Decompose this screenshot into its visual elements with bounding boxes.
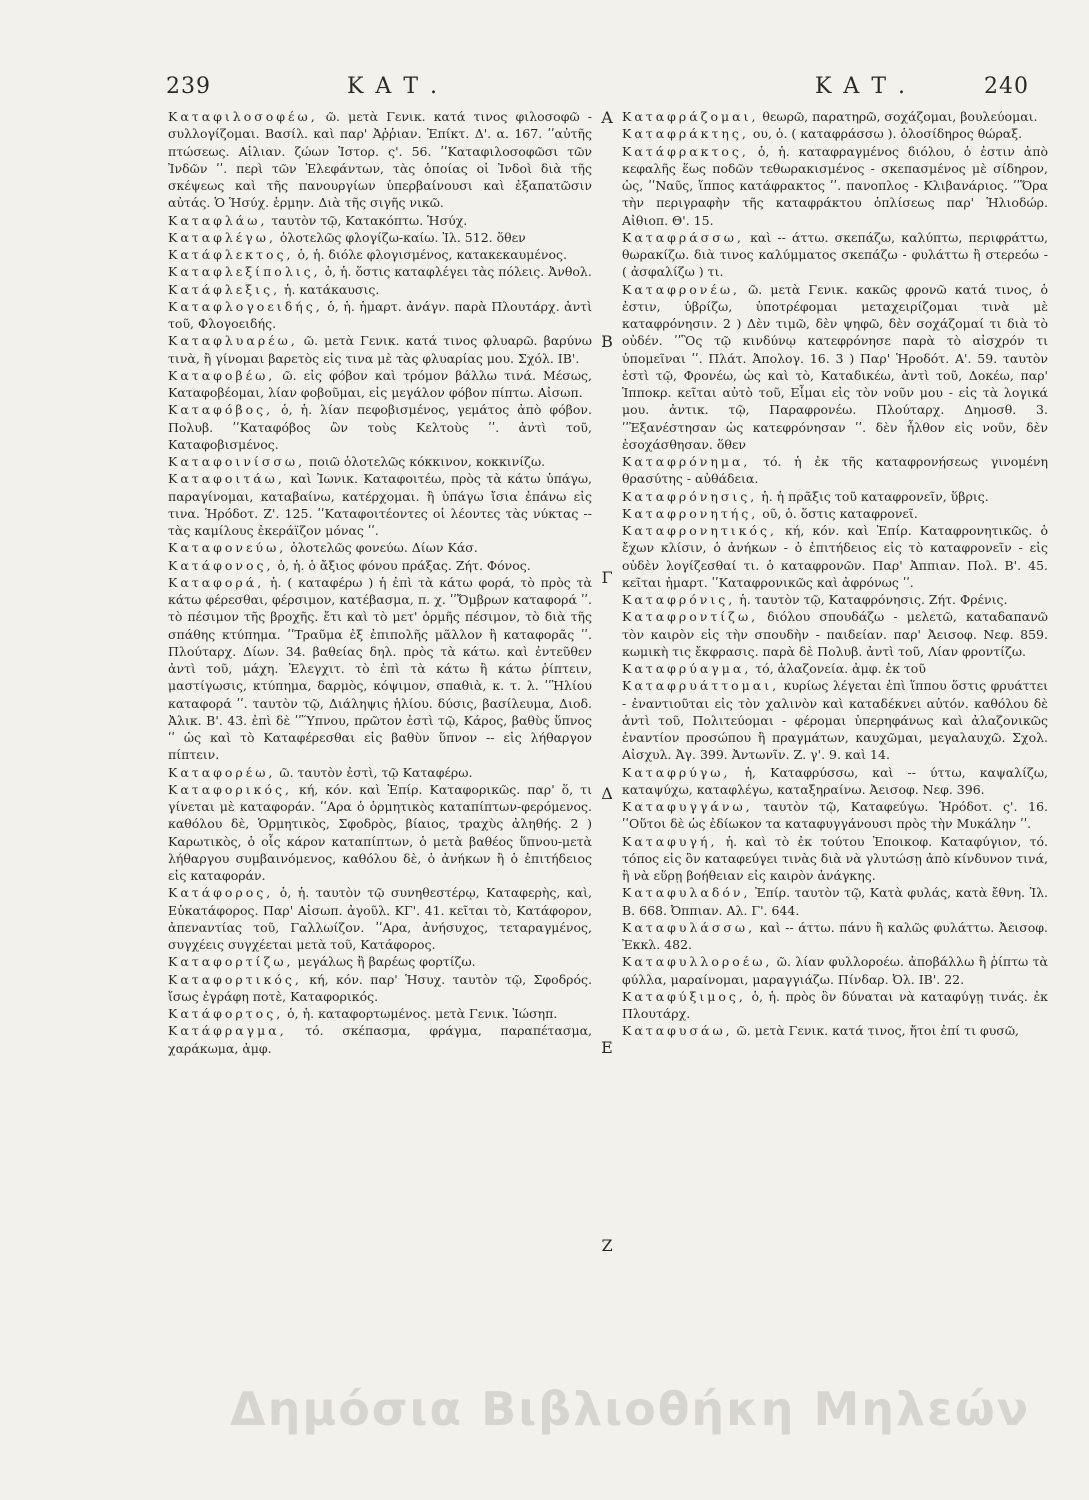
dictionary-entry <box>622 505 1048 522</box>
entry-headword: Καταφρύγω, <box>622 764 731 780</box>
entry-headword: Καταφυγή, <box>622 833 718 849</box>
entry-definition: ῶ. ταυτὸν ἐστὶ, τῷ Καταφέρω. <box>275 764 473 780</box>
margin-letter: Ζ <box>601 1236 613 1255</box>
entry-definition: κή, κόν. παρ' Ἡσυχ. ταυτὸν τῷ, Σφοδρός. ἴσως ἐγράφη ποτὲ, Καταφορικός. <box>168 971 592 1004</box>
entry-headword: Καταφυλλοροέω, <box>622 954 773 970</box>
entry-definition: κή, κόν. καὶ Ἐπίρ. Καταφορικῶς. παρ' ὅ, τι γίνεται μὲ καταφοράν. ʹʹΑρα ὁ ὁρμητικὸς καταπίπτων-φερόμενος. καθόλου δὲ, Ὁρμητικὸς, Σφοδρὸς, βίαιος, τραχὺς ἀληθής. 2 ) Καρωτικὸς, ὁ οἷς κάρον καταπίπτων, ὁ μετὰ βαθέος ὕπνου-μετὰ λήθαργου συμβαινόμενος, καθόλου δὲ, ὁ ἀνήκων ἢ ὁ ἐπιτήδειος εἰς καταφοράν. <box>168 781 592 883</box>
dictionary-entry <box>168 332 592 367</box>
dictionary-entry <box>622 143 1048 229</box>
dictionary-entry <box>168 971 592 1006</box>
entry-definition: ὁ, ἡ. ὅστις καταφλέγει τὰς πόλεις. Ἀνθολ. <box>320 264 592 280</box>
entry-headword: Καταφοινίσσω, <box>168 454 306 469</box>
dictionary-entry <box>168 884 592 953</box>
entry-definition: ὁ, ἡ. καταφορτωμένος. μετὰ Γενικ. Ἰώσηπ. <box>283 1006 558 1021</box>
dictionary-entry <box>622 591 1048 608</box>
entry-definition: ῶ. μετὰ Γενικ. κατά τινος φλυαρῶ. βαρύνω τινὰ, ἢ γίνομαι βαρετὸς εἰς τινα μὲ τὰς φλυαρίας μου. Σχόλ. ΙΒ'. <box>168 333 592 366</box>
entry-definition: ὁλοτελῶς φονεύω. Δίων Κάσ. <box>286 540 478 556</box>
dictionary-entry <box>168 1022 592 1057</box>
entry-definition: ὁ, ἡ. λίαν πεφοβισμένος, γεμάτος ἀπὸ φόβον. Πολυβ. ʹʹΚαταφόβος ὢν τοὺς Κελτοὺς ʹʹ. ἀντὶ τοῦ, Καταφοβισμένος. <box>168 402 592 452</box>
entry-headword: Καταφρύαγμα, <box>622 661 752 676</box>
entry-headword: Κατάφραγμα, <box>168 1023 287 1039</box>
margin-letter: Β <box>601 332 613 351</box>
entry-headword: Κατάφονος, <box>168 557 274 573</box>
right-page-number: 240 <box>984 74 1029 99</box>
entry-headword: Καταφλέγω, <box>168 229 276 245</box>
entry-headword: Κατάφορος, <box>168 885 274 901</box>
entry-headword: Καταφυγγάνω, <box>622 799 753 814</box>
entry-definition: ἡ, Καταφρύσσω, καὶ -- ύττω, καψαλίζω, καταψύχω, καταφλέγω, καταξηραίνω. Ἀεισοφ. Νεφ. 396. <box>622 764 1048 797</box>
dictionary-entry <box>168 470 592 539</box>
entry-definition: καὶ -- άττω. πάνυ ἢ καλῶς φυλάττω. Ἀεισοφ. Ἐκκλ. 482. <box>622 919 1048 952</box>
entry-definition: ἡ. κατάκαυσις. <box>280 281 380 297</box>
entry-definition: ποιῶ ὁλοτελῶς κόκκινον, κοκκινίζω. <box>305 454 546 469</box>
entry-definition: ἡ. ( καταφέρω ) ἡ ἐπὶ τὰ κάτω φορά, τὸ πρὸς τὰ κάτω φέρεσθαι, φέρσιμον, κατέβασμα, π. χ. ʹʹὌμβρων καταφορά ʹʹ. τὸ πέσιμον τῆς βροχῆς. ἔτι καὶ τὸ μετ' ὁρμῆς πέσιμον, τὸ διὰ τῆς σπάθης κτύπημα. ʹʹΤραῦμα ἐξ ἐπιπολῆς μᾶλλον ἢ καταφορᾶς ʹʹ. Πλούταρχ. Δίων. 34. βαθείας δηλ. πρὸς τὰ κάτω. καὶ ἐντεῦθεν ἀντὶ τοῦ, μάχη. Ἐλεγχιτ. τὸ ἐπὶ τὰ κάτω ἢ κάτω ῥίπτειν, μαστίγωσις, κτύπημα, δαρμὸς, κόψιμον, σπαθιὰ, κ. τ. λ. ʹʹἩλίου καταφορά ʹʹ. ταυτὸν τῷ, Διάληψις ἡλίου. δύσις, βασίλευμα, Διοδ. Ἀλικ. Β'. 43. ἐπὶ δὲ ʹʹὝπνου, πρῶτον ἐστὶ τῷ, Κάρος, βαθὺς ὕπνος ʹʹ ὡς καὶ τὸ Καταφέρεσθαι εἰς βαθὺν ὕπνον -- εἰς λήθαργον πίπτειν. <box>168 574 592 763</box>
dictionary-entry <box>168 246 592 263</box>
entry-headword: Καταφοιτάω, <box>168 471 285 487</box>
entry-definition: Ἐπίρ. ταυτὸν τῷ, Κατὰ φυλάς, κατὰ ἔθνη. Ἰλ. Β. 668. Ὀππιαν. Αλ. Γ'. 644. <box>622 885 1048 918</box>
margin-letter: Δ <box>601 784 613 803</box>
dictionary-entry <box>168 781 592 885</box>
entry-definition: καὶ -- άττω. σκεπάζω, καλύπτω, περιφράττω, θωρακίζω. διὰ τινος καλύμματος σκεπάζω - φυλάττω ἢ στερεόω - ( ἀσφαλίζω ) τι. <box>622 229 1048 280</box>
dictionary-entry <box>168 539 592 556</box>
entry-headword: Καταφυσάω, <box>622 1023 733 1039</box>
margin-section-letters <box>596 108 618 1408</box>
entry-definition: ῶ. μετὰ Γενικ. κατά τινος, ἤτοι ἐπί τι φυσῶ, <box>732 1023 1020 1039</box>
dictionary-entry <box>168 212 592 229</box>
dictionary-entry <box>622 919 1048 954</box>
entry-headword: Καταφοβέω, <box>168 367 276 383</box>
dictionary-entry <box>168 263 592 280</box>
entry-headword: Καταφορέω, <box>168 764 276 780</box>
dictionary-entry <box>168 401 592 453</box>
left-column <box>168 108 592 1057</box>
entry-definition: ὁ, ἡ. πρὸς ὃν δύναται νὰ καταφύγῃ τινάς. ἐκ Πλουτάρχ. <box>622 988 1048 1021</box>
entry-definition: κή, κόν. καὶ Ἐπίρ. Καταφρονητικῶς. ὁ ἔχων κλίσιν, ὁ ἀνήκων - ὁ ἐπιτήδειος εἰς τὸ καταφρονεῖν - εἰς οὐδὲν λογίζεσθαί τι. ὁ καταφρονῶν. Παρ' Ἀππιαν. Πολ. Β'. 45. κεῖται ἡμαρτ. ʹʹΚαταφρονικῶς καὶ ἀφρόνως ʹʹ. <box>622 523 1048 590</box>
entry-definition: ταυτὸν τῷ, Κατακόπτω. Ἡσύχ. <box>267 212 468 228</box>
entry-definition: ἡ. ταυτὸν τῷ, Καταφρόνησις. Ζήτ. Φρένις. <box>735 592 1008 607</box>
dictionary-entry <box>622 522 1048 591</box>
dictionary-entry <box>622 1022 1048 1039</box>
dictionary-entry <box>622 281 1048 454</box>
entry-headword: Καταφλυαρέω, <box>168 333 298 349</box>
dictionary-entry <box>622 677 1048 763</box>
entry-definition: οῦ, ὁ. ὅστις καταφρονεῖ. <box>758 505 918 521</box>
library-watermark: Δημόσια Βιβλιοθήκη Μηλεών <box>230 1382 1031 1436</box>
entry-headword: Καταφράζομαι, <box>622 109 759 124</box>
dictionary-entry <box>168 298 592 333</box>
dictionary-entry <box>622 833 1048 885</box>
entry-headword: Καταφρόνησις, <box>622 488 758 504</box>
entry-definition: ῶ. λίαν φυλλοροέω. ἀποβάλλω ἢ ῥίπτω τὰ φύλλα, μαραίνομαι, μαραγγιάζω. Πίνδαρ. Ὀλ. ΙΒ'. 22. <box>622 954 1048 987</box>
entry-headword: Καταφρόνημα, <box>622 454 751 469</box>
right-running-head: ΚΑΤ. <box>815 74 917 99</box>
dictionary-entry <box>168 367 592 402</box>
entry-definition: ἡ. ἡ πρᾶξις τοῦ καταφρονεῖν, ὕβρις. <box>757 488 989 504</box>
entry-definition: ὁ, ἡ. καταφραγμένος διόλου, ὁ ἐστιν ἀπὸ κεφαλῆς ἕως ποδῶν τεθωρακισμένος - σκεπασμένος μὲ σίδηρον, ὡς, ʹʹΝαῦς, ἵππος κατάφρακτος ʹʹ. πανοπλος - Κλιβανάριος. ʹʹὍρα τὴν περιγραφὴν τῆς καταφράκτου ὁπλίσεως παρ' Ἡλιοδώρ. Αἰθιοπ. Θ'. 15. <box>622 143 1048 228</box>
entry-headword: Καταφράσσω, <box>622 229 744 245</box>
entry-headword: Καταφρονητικός, <box>622 523 777 538</box>
entry-headword: Κατάφλεξις, <box>168 281 281 297</box>
entry-headword: Καταφλάω, <box>168 212 268 228</box>
dictionary-entry <box>622 884 1048 919</box>
dictionary-entry <box>622 488 1048 505</box>
dictionary-entry <box>168 453 592 470</box>
dictionary-entry <box>622 988 1048 1023</box>
entry-headword: Καταφυλάσσω, <box>622 919 756 935</box>
dictionary-entry <box>622 453 1048 488</box>
right-column <box>622 108 1048 1040</box>
dictionary-entry <box>168 281 592 298</box>
dictionary-entry <box>622 764 1048 799</box>
entry-headword: Καταφρονέω, <box>622 281 741 297</box>
left-running-head: ΚΑΤ. <box>347 74 449 99</box>
dictionary-entry <box>168 574 592 764</box>
entry-definition: τό, ἀλαζονεία. ἀμφ. ἐκ τοῦ <box>751 661 926 676</box>
margin-letter: Α <box>601 108 613 127</box>
entry-headword: Κατάφορτος, <box>168 1006 284 1021</box>
margin-letter: Γ <box>601 568 613 587</box>
dictionary-entry <box>168 764 592 781</box>
entry-headword: Κατάφλεκτος, <box>168 247 294 262</box>
entry-headword: Καταφλογοειδής, <box>168 298 323 314</box>
dictionary-entry <box>622 798 1048 833</box>
entry-headword: Καταφρυάττομαι, <box>622 678 780 694</box>
entry-definition: μεγάλως ἢ βαρέως φορτίζω. <box>293 954 476 970</box>
entry-definition: ῶ. εἰς φόβον καὶ τρόμον βάλλω τινά. Μέσως, Καταφοβέομαι, λίαν φοβοῦμαι, εἰς μεγάλον φόβον πίπτω. Αἰσωπ. <box>168 367 592 400</box>
dictionary-entry <box>168 557 592 574</box>
dictionary-entry <box>168 108 592 212</box>
entry-headword: Καταφιλοσοφέω, <box>168 109 318 124</box>
entry-definition: διόλου σπουδάζω - μελετῶ, καταδαπανῶ τὸν καιρὸν εἰς τὴν σπουδὴν - παιδείαν. παρ' Ἀεισοφ. Νεφ. 859. κωμικὴ τις ἔκφρασις. παρὰ δὲ Πολυβ. ἀντὶ τοῦ, Λίαν φροντίζω. <box>622 609 1048 659</box>
entry-headword: Κατάφρακτος, <box>622 143 749 159</box>
entry-definition: ου, ὁ. ( καταφράσσω ). ὁλοσίδηρος θώραξ. <box>748 126 1023 142</box>
entry-definition: ταυτὸν τῷ, Καταφεύγω. Ἡρόδοτ. ς'. 16. ʹʹΟὕτοι δὲ ὡς ἐδίωκον τα καταφυγγάνουσι πρὸς τὴν Μυκάλην ʹʹ. <box>622 799 1048 832</box>
dictionary-entry <box>168 229 592 246</box>
dictionary-entry <box>622 953 1048 988</box>
entry-definition: κυρίως λέγεται ἐπὶ ἵππου ὅστις φρυάττει - ἐναντιοῦται εἰς τὸν χαλινὸν καὶ καταδέκνει αὐτόν. καθόλου δὲ ἀντὶ τοῦ, Πολιτεύομαι - φέρομαι ὑπερηφάνως καὶ ἀλαζονικῶς ἐναντίον προσώπου ἢ πραγμάτων, καυχῶμαι, μεγαλαυχῶ. Σχολ. Αἰσχυλ. Ἀγ. 399. Ἀντωνῖν. Ζ. γ'. 9. καὶ 14. <box>622 678 1048 763</box>
entry-headword: Καταφρονητής, <box>622 505 759 521</box>
entry-definition: καὶ Ἰωνικ. Καταφοιτέω, πρὸς τὰ κάτω ὑπάγω, παραγίνομαι, καταβαίνω, κατέρχομαι. ἢ ὑπάγω ἴσια ἐπάνω εἰς τινα. Ἡρόδοτ. Ζ'. 125. ʹʹΚαταφοιτέοντες οἱ λέοντες τὰς νύκτας -- τὰς καμίλους ἐκεράϊζον μόνας ʹʹ. <box>168 471 592 538</box>
left-page-number: 239 <box>166 74 211 99</box>
entry-headword: Καταφόβος, <box>168 402 274 418</box>
dictionary-entry <box>622 608 1048 660</box>
dictionary-entry <box>168 1005 592 1022</box>
entry-definition: τό. σκέπασμα, φράγμα, παραπέτασμα, χαράκωμα, ἀμφ. <box>168 1023 592 1056</box>
entry-headword: Καταφορτίζω, <box>168 954 294 970</box>
entry-definition: ὁ, ἡ. ἡμαρτ. ἀνάγν. παρὰ Πλουτάρχ. ἀντὶ τοῦ, Φλογοειδής. <box>168 298 592 331</box>
entry-definition: ῶ. μετὰ Γενικ. κατά τινος φιλοσοφῶ - συλλογίζομαι. Βασίλ. καὶ παρ' Ἀῤῥιαν. Ἐπίκτ. Δ'. α. 167. ʹʹαὐτῆς πτώσεως. Αἰλιαν. ζώων Ἱστορ. ς'. 56. ʹʹΚαταφιλοσοφῶσι τῶν Ἰνδῶν ʹʹ. περὶ τῶν Ἐλεφάντων, τὰς ὁποίας οἱ Ἰνδοὶ διὰ τῆς σκέψεως καὶ τῆς πανουργίων ὑπερβαίνουσι καὶ ἐξαπατῶσιν αὐτάς. Ὁ Ἡσύχ. ἑρμην. Διὰ τῆς σιγῆς νικῶ. <box>168 109 592 211</box>
dictionary-entry <box>622 660 1048 677</box>
entry-definition: ὁ, ἡ. ταυτὸν τῷ συνηθεστέρῳ, Καταφερὴς, καὶ, Εὐκατάφορος. Παρ' Αἰσωπ. ἀγοῦλ. ΚΓ'. 41. κεῖται τὸ, Κατάφορον, ἀπεναντίας τοῦ, Γαλλωίζον. ʹʹΑρα, ἀνήσυχος, τεταραγμένος, συγχέεις συγχέεται μετὰ τοῦ, Κατάφορος. <box>168 885 592 952</box>
entry-headword: Καταφορά, <box>168 574 265 590</box>
entry-headword: Καταφροντίζω, <box>622 609 759 625</box>
dictionary-entry <box>622 108 1048 125</box>
entry-definition: ὁ, ἡ. διόλε φλογισμένος, κατακεκαυμένος. <box>293 247 567 262</box>
margin-letter: Ε <box>601 1038 613 1057</box>
dictionary-entry <box>168 953 592 970</box>
entry-headword: Καταφλεξίπολις, <box>168 264 321 280</box>
entry-headword: Καταφρόνις, <box>622 592 736 607</box>
dictionary-entry <box>622 229 1048 281</box>
entry-headword: Καταφυλαδόν, <box>622 885 751 901</box>
entry-definition: ὁλοτελῶς φλογίζω-καίω. Ἰλ. 512. ὅθεν <box>275 229 526 245</box>
dictionary-entry <box>622 125 1048 142</box>
entry-headword: Καταφύξιμος, <box>622 988 746 1004</box>
entry-definition: ῶ. μετὰ Γενικ. κακῶς φρονῶ κατά τινος, ὁ ἐστιν, ὑβρίζω, ὑποτρέφομαι μεταχειρίζομαι τινὰ μὲ καταφρόνησιν. 2 ) Δὲν τιμῶ, δὲν ψηφῶ, δὲν σοχάζομαί τι διὰ τὸ οὐδέν. ʹʹὋς τῷ κινδύνῳ κατεφρόνησε παρὰ τὸ αἰσχρόν τι ὑπομεῖναι ʹʹ. Πλάτ. Ἀπολογ. 16. 3 ) Παρ' Ἡροδότ. Α'. 59. ταυτὸν ἐστὶ τῷ, Φρονέω, ὡς καὶ τὸ, Καταδικέω, ἀντὶ τοῦ, Δοκέω, παρ' Ἱπποκρ. κεῖται αὐτὸ τοῦ, Εἶμαι εἰς τὸν νοῦν μου - εἰς τὰ λογικά μου. ἀντικ. τῷ, Παραφρονέω. Πλούταρχ. Δημοσθ. 3. ʹʹἘξανέστησαν ὡς κατεφρόνησαν ʹʹ. δὲν ἦλθον εἰς νοῦν, δὲν ἐσοχάσθησαν. ὅθεν <box>622 281 1048 452</box>
entry-definition: τό. ἡ ἐκ τῆς καταφρονήσεως γινομένη θρασύτης - αὐθάδεια. <box>622 454 1048 487</box>
entry-definition: ὁ, ἡ. ὁ ἄξιος φόνου πράξας. Ζήτ. Φόνος. <box>273 557 531 573</box>
entry-headword: Καταφορικός, <box>168 781 292 797</box>
entry-headword: Καταφράκτης, <box>622 126 749 142</box>
entry-definition: θεωρῶ, παρατηρῶ, σοχάζομαι, βουλεύομαι. <box>758 109 1038 124</box>
entry-headword: Καταφονεύω, <box>168 540 287 556</box>
entry-headword: Καταφορτικός, <box>168 971 302 987</box>
entry-definition: ἡ. καὶ τὸ ἐκ τούτου Ἐποικοφ. Καταφύγιον, τό. τόπος εἰς ὃν καταφεύγει τινὰς διὰ νὰ γλυτώσῃ ἀπὸ κίνδυνον τινά, ἢ νὰ εὕρῃ βοήθειαν εἰς καιρὸν ἀνάγκης. <box>622 833 1048 883</box>
